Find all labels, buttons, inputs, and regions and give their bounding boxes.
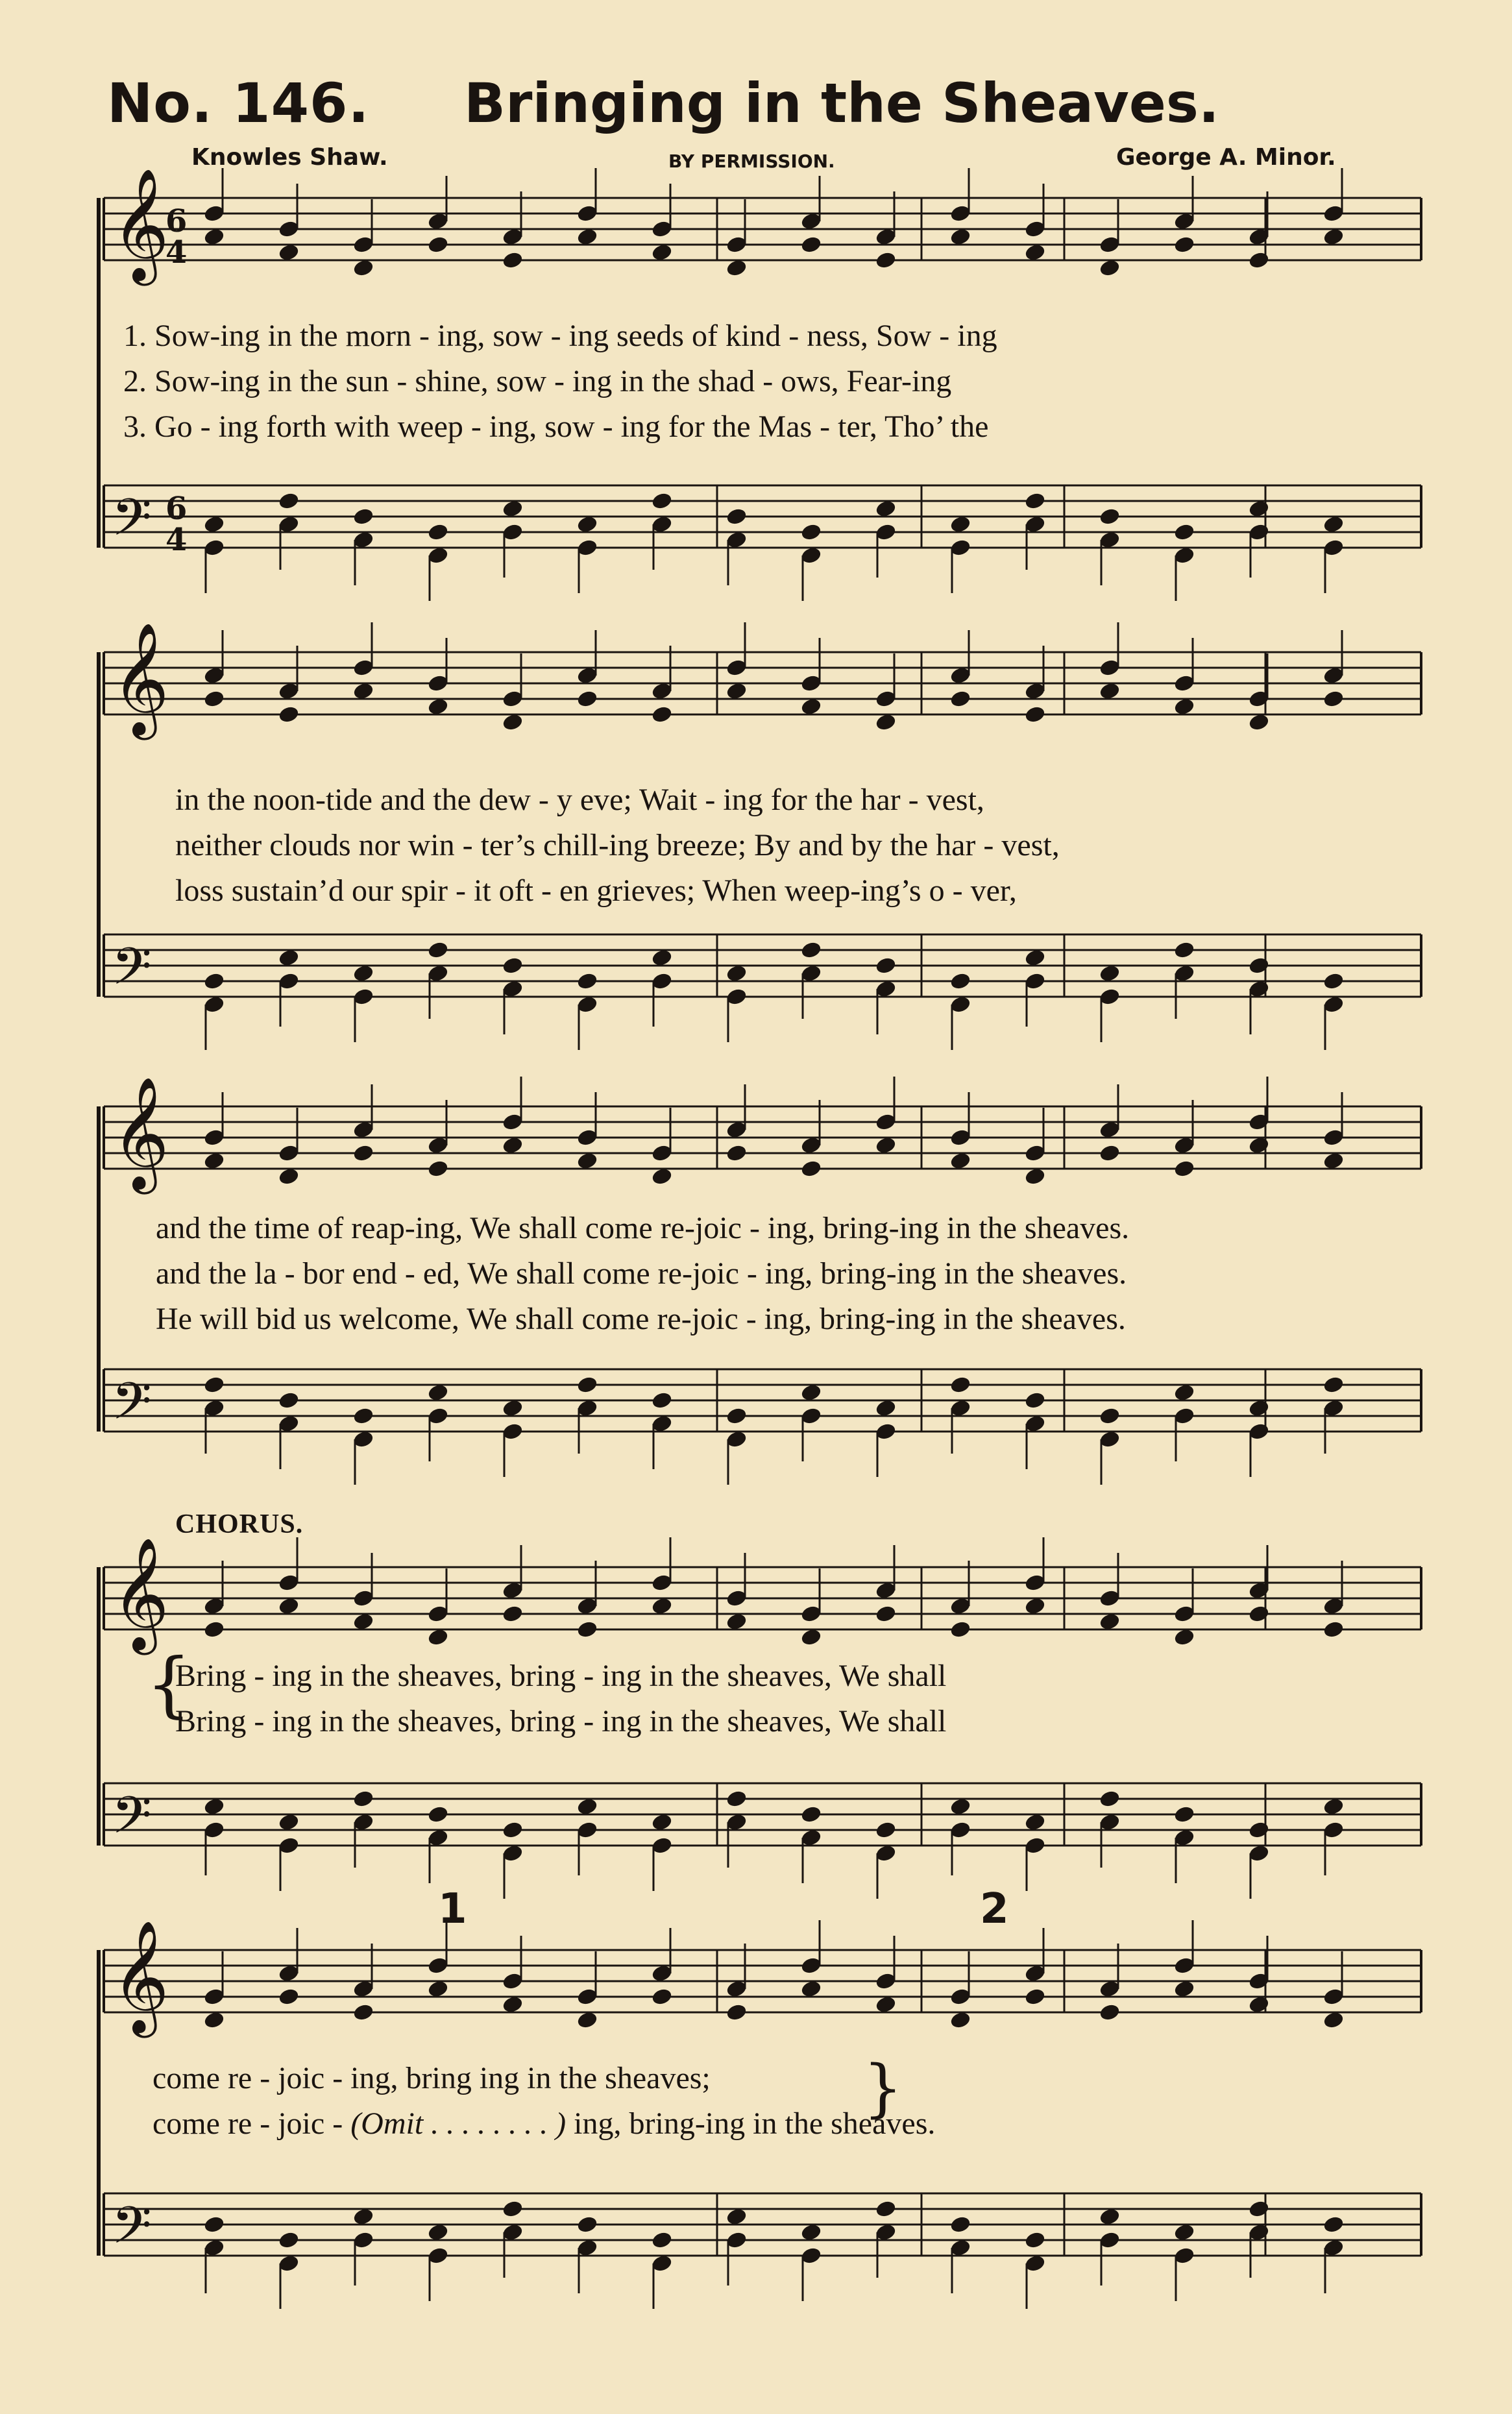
lyric-segment: Sow - ing	[875, 319, 997, 353]
notehead	[875, 1605, 896, 1623]
notehead	[502, 1605, 523, 1623]
notehead	[726, 964, 747, 982]
notehead	[1024, 705, 1045, 724]
notehead	[1024, 1167, 1045, 1186]
lyric-segment: the shad - ows,	[652, 364, 839, 398]
notehead	[1024, 1597, 1045, 1615]
notehead	[427, 523, 448, 541]
notehead	[278, 705, 299, 724]
lyric-segment: in	[649, 1704, 674, 1738]
notehead	[800, 236, 822, 254]
notehead	[651, 1391, 672, 1409]
notehead	[203, 1620, 225, 1639]
lyric-segment: bid	[256, 1302, 296, 1336]
lyric-segment: We shall come	[467, 1302, 650, 1336]
lyric-segment: oft - en grieves;	[498, 873, 696, 908]
notehead	[800, 1805, 822, 1823]
lyric-segment: the noon-tide	[207, 783, 372, 817]
lyric-segment: in	[944, 1256, 969, 1291]
notehead	[427, 2223, 448, 2241]
notehead	[1323, 1376, 1344, 1394]
notehead	[1173, 1628, 1195, 1646]
notehead	[1323, 515, 1344, 533]
notehead	[427, 236, 448, 254]
notehead	[502, 1821, 523, 1839]
notehead	[1323, 2011, 1344, 2029]
lyric-segment: He will	[156, 1302, 249, 1336]
notehead	[203, 515, 225, 533]
notehead	[203, 972, 225, 990]
staff	[104, 1077, 1421, 1195]
notehead	[726, 2003, 747, 2021]
lyric-segment: 2. Sow-ing	[123, 364, 260, 398]
lyric-line-5-2	[152, 2106, 935, 2141]
staff	[104, 1783, 1421, 1858]
notehead	[875, 957, 896, 975]
lyric-segment: sow - ing	[496, 364, 613, 398]
notehead	[949, 690, 971, 708]
treble-clef-icon: 𝄞	[112, 622, 169, 735]
notehead	[502, 957, 523, 975]
lyric-line-2-3	[175, 873, 1017, 908]
notehead	[949, 972, 971, 990]
lyric-segment: re-joic - ing,	[660, 1211, 816, 1245]
lyric-segment: We shall	[838, 1704, 947, 1738]
notehead	[1323, 2215, 1344, 2234]
notehead	[800, 523, 822, 541]
lyric-segment: and the time	[156, 1211, 310, 1245]
notehead	[949, 228, 971, 246]
notehead	[1099, 259, 1120, 277]
lyric-segment: When	[702, 873, 777, 908]
lyric-segment: sow - ing	[544, 409, 661, 444]
lyric-line-2-2	[175, 827, 1060, 863]
bass-clef-icon: 𝄢	[112, 2195, 152, 2268]
notehead	[576, 2011, 598, 2029]
staff	[104, 1537, 1421, 1655]
lyric-segment: and the	[380, 783, 471, 817]
hymn-title: Bringing in the Sheaves.	[464, 71, 1219, 135]
notehead	[1248, 1821, 1269, 1839]
treble-clef-icon: 𝄞	[112, 168, 169, 281]
notehead	[203, 2215, 225, 2234]
lyric-segment: the sheaves;	[559, 2061, 711, 2095]
lyric-segment: of	[691, 319, 718, 353]
lyric-segment: in	[946, 1211, 971, 1245]
notehead	[1173, 2223, 1195, 2241]
lyric-segment: in	[319, 1659, 344, 1693]
notehead	[352, 682, 374, 700]
hymn-number: No. 146.	[107, 71, 370, 135]
notehead	[1323, 228, 1344, 246]
notehead	[576, 228, 598, 246]
notehead	[1248, 251, 1269, 269]
notehead	[502, 2200, 523, 2218]
lyric-segment: in	[267, 364, 293, 398]
time-signature-icon: 4	[165, 522, 188, 558]
notehead	[1099, 1613, 1120, 1631]
lyric-segment: the sheaves.	[785, 2106, 936, 2141]
composer-credit: George A. Minor.	[1116, 144, 1336, 171]
notehead	[1248, 957, 1269, 975]
lyric-line-1-3	[123, 409, 988, 445]
lyric-line-2-1	[175, 782, 984, 818]
chorus-brace: {	[146, 1642, 191, 1725]
notehead	[1248, 1995, 1269, 2014]
notehead	[1248, 1399, 1269, 1417]
notehead	[1173, 1980, 1195, 1998]
lyric-line-1-1	[123, 318, 997, 354]
bass-clef-icon: 𝄢	[112, 487, 152, 560]
lyric-segment: eve;	[579, 783, 632, 817]
notehead	[278, 1597, 299, 1615]
lyric-segment: loss sustain’d our	[175, 873, 393, 908]
notehead	[875, 1399, 896, 1417]
notehead	[800, 2223, 822, 2241]
notehead	[949, 1152, 971, 1170]
notehead	[949, 2215, 971, 2234]
notehead	[1024, 949, 1045, 967]
notehead	[726, 259, 747, 277]
notehead	[875, 713, 896, 731]
lyric-segment: for	[668, 409, 705, 444]
notehead	[427, 1160, 448, 1178]
lyric-segment: the sheaves,	[681, 1659, 832, 1693]
notehead	[1248, 500, 1269, 518]
lyric-segment: 1. Sow-ing	[123, 319, 260, 353]
notehead	[875, 251, 896, 269]
staff	[104, 485, 1421, 560]
lyric-segment: dew - y	[478, 783, 572, 817]
notehead	[800, 1628, 822, 1646]
notehead	[1173, 523, 1195, 541]
lyric-segment: Fear-ing	[846, 364, 952, 398]
bass-clef-icon: 𝄢	[112, 1785, 152, 1858]
notehead	[1024, 243, 1045, 262]
notehead	[502, 713, 523, 731]
notehead	[203, 690, 225, 708]
notehead	[502, 251, 523, 269]
notehead	[1173, 236, 1195, 254]
notehead	[1248, 713, 1269, 731]
lyric-segment: in	[175, 783, 200, 817]
lyric-segment: in	[267, 319, 293, 353]
lyric-segment: and the	[156, 1256, 247, 1291]
notehead	[1323, 1620, 1344, 1639]
lyric-segment: ing, bring-ing	[574, 2106, 746, 2141]
treble-clef-icon: 𝄞	[112, 1537, 169, 1650]
lyric-segment: come re - joic - ing,	[152, 2061, 398, 2095]
lyric-segment: win - ter’s chill-ing breeze;	[408, 828, 747, 862]
notehead	[1099, 2003, 1120, 2021]
chorus-label: CHORUS.	[175, 1509, 304, 1539]
lyric-segment: Mas - ter,	[758, 409, 877, 444]
lyric-segment: the sheaves.	[979, 1211, 1130, 1245]
notehead	[427, 1805, 448, 1823]
notehead	[1173, 1160, 1195, 1178]
notehead	[427, 1384, 448, 1402]
lyric-segment: kind - ness,	[725, 319, 868, 353]
notehead	[651, 2231, 672, 2249]
notehead	[203, 1376, 225, 1394]
lyric-segment: bring ing	[406, 2061, 520, 2095]
lyric-segment: sow - ing seeds	[493, 319, 684, 353]
notehead	[800, 1160, 822, 1178]
notehead	[651, 1597, 672, 1615]
notehead	[1024, 492, 1045, 510]
lyric-line-3-1	[156, 1210, 1129, 1246]
lyric-segment: of reap-ing,	[317, 1211, 463, 1245]
lyric-segment: in	[319, 1704, 344, 1738]
permission-note: BY PERMISSION.	[668, 151, 835, 172]
notehead	[875, 1821, 896, 1839]
notehead	[1099, 1144, 1120, 1162]
lyric-segment: We shall come	[470, 1211, 653, 1245]
lyric-segment: the morn - ing,	[300, 319, 485, 353]
notehead	[427, 941, 448, 959]
notehead	[875, 1136, 896, 1154]
lyric-segment: the sheaves,	[352, 1704, 502, 1738]
notehead	[352, 1613, 374, 1631]
notehead	[1173, 941, 1195, 959]
notehead	[1323, 690, 1344, 708]
lyric-segment: come re - joic -	[152, 2106, 343, 2141]
lyric-segment: in	[943, 1302, 968, 1336]
notehead	[651, 1813, 672, 1831]
notehead	[576, 1376, 598, 1394]
lyric-segment: bring-ing	[823, 1211, 939, 1245]
lyric-segment: the har - vest,	[814, 783, 984, 817]
lyric-segment: re-joic - ing,	[657, 1256, 813, 1291]
notehead	[800, 1384, 822, 1402]
notehead	[949, 1620, 971, 1639]
notehead	[949, 2011, 971, 2029]
notehead	[278, 243, 299, 262]
notehead	[203, 2011, 225, 2029]
notehead	[651, 949, 672, 967]
notehead	[278, 949, 299, 967]
notehead	[1323, 1152, 1344, 1170]
notehead	[800, 698, 822, 716]
notehead	[278, 1391, 299, 1409]
notehead	[1099, 964, 1120, 982]
lyric-segment: 3. Go - ing forth	[123, 409, 327, 444]
notehead	[1248, 2200, 1269, 2218]
notehead	[651, 1167, 672, 1186]
treble-clef-icon: 𝄞	[112, 1920, 169, 2033]
ending-brace: }	[863, 2052, 903, 2125]
notehead	[352, 259, 374, 277]
lyric-segment: Wait - ing for	[639, 783, 807, 817]
lyric-line-3-3	[156, 1301, 1126, 1337]
notehead	[352, 1407, 374, 1425]
lyric-segment: neither clouds nor	[175, 828, 400, 862]
lyric-segment: Bring - ing	[175, 1659, 312, 1693]
lyric-segment: us welcome,	[303, 1302, 459, 1336]
notehead	[1173, 1384, 1195, 1402]
volta-1: 1	[438, 1885, 467, 1933]
lyric-segment: bring - ing	[509, 1659, 642, 1693]
notehead	[726, 507, 747, 526]
staff	[104, 1920, 1421, 2038]
lyric-segment: in	[620, 364, 644, 398]
staff	[104, 2193, 1421, 2268]
notehead	[278, 1167, 299, 1186]
notehead	[576, 2215, 598, 2234]
notehead	[278, 492, 299, 510]
lyric-segment: in	[753, 2106, 777, 2141]
time-signature-icon: 6	[165, 491, 188, 527]
notehead	[726, 1790, 747, 1808]
lyric-segment: in	[649, 1659, 674, 1693]
lyric-segment: bring - ing	[509, 1704, 642, 1738]
notehead	[1173, 1805, 1195, 1823]
notehead	[576, 515, 598, 533]
lyric-line-4-2	[175, 1703, 946, 1739]
notehead	[502, 1399, 523, 1417]
bass-clef-icon: 𝄢	[112, 1371, 152, 1444]
time-signature-icon: 6	[165, 203, 188, 239]
lyric-segment: spir - it	[401, 873, 491, 908]
notehead	[1099, 682, 1120, 700]
notehead	[1248, 1605, 1269, 1623]
notehead	[949, 1798, 971, 1816]
lyric-line-5-1	[152, 2060, 711, 2096]
notehead	[800, 1980, 822, 1998]
notehead	[1024, 1391, 1045, 1409]
notehead	[352, 2003, 374, 2021]
notehead	[502, 500, 523, 518]
notehead	[352, 2208, 374, 2226]
notehead	[427, 698, 448, 716]
lyric-segment: the	[712, 409, 751, 444]
lyric-segment: Tho’ the	[884, 409, 989, 444]
lyric-segment: the sun - shine,	[300, 364, 489, 398]
notehead	[352, 964, 374, 982]
notehead	[576, 1152, 598, 1170]
notehead	[949, 1376, 971, 1394]
lyric-segment: bring-ing	[820, 1302, 936, 1336]
notehead	[651, 243, 672, 262]
lyric-segment: with weep - ing,	[334, 409, 537, 444]
notehead	[726, 682, 747, 700]
notehead	[1099, 2208, 1120, 2226]
lyric-segment: the sheaves.	[976, 1256, 1127, 1291]
volta-2: 2	[980, 1885, 1009, 1933]
lyric-segment: the sheaves,	[681, 1704, 832, 1738]
notehead	[502, 1136, 523, 1154]
notehead	[875, 500, 896, 518]
lyric-segment: By	[754, 828, 791, 862]
notehead	[1173, 698, 1195, 716]
lyric-segment: la - bor end - ed,	[254, 1256, 461, 1291]
lyric-segment: bring-ing	[820, 1256, 936, 1291]
notehead	[949, 515, 971, 533]
lyric-line-3-2	[156, 1256, 1127, 1291]
notehead	[352, 1144, 374, 1162]
lyric-line-4-1	[175, 1658, 946, 1694]
notehead	[352, 1790, 374, 1808]
notehead	[1099, 1790, 1120, 1808]
notehead	[1099, 507, 1120, 526]
notehead	[203, 1152, 225, 1170]
lyric-segment: re-joic - ing,	[657, 1302, 812, 1336]
notehead	[726, 1613, 747, 1631]
notehead	[1099, 1407, 1120, 1425]
notehead	[1024, 2231, 1045, 2249]
notehead	[1248, 1136, 1269, 1154]
lyric-line-1-2	[123, 363, 951, 399]
lyric-segment: (Omit . . . . . . . . )	[350, 2106, 567, 2141]
lyric-segment: We shall	[838, 1659, 947, 1693]
notehead	[427, 1628, 448, 1646]
notehead	[576, 972, 598, 990]
staff	[104, 934, 1421, 1009]
notehead	[427, 1980, 448, 1998]
notehead	[651, 705, 672, 724]
notehead	[576, 1620, 598, 1639]
lyric-segment: We shall come	[467, 1256, 650, 1291]
notehead	[1024, 1988, 1045, 2006]
staff	[104, 1369, 1421, 1444]
staff	[104, 622, 1421, 740]
notehead	[203, 228, 225, 246]
notehead	[278, 2231, 299, 2249]
lyric-segment: in	[527, 2061, 552, 2095]
notehead	[875, 2200, 896, 2218]
lyric-segment: and by	[798, 828, 883, 862]
lyric-segment: the sheaves,	[352, 1659, 502, 1693]
notehead	[1323, 972, 1344, 990]
notehead	[726, 2208, 747, 2226]
notehead	[875, 1995, 896, 2014]
notehead	[1024, 1813, 1045, 1831]
lyric-segment: weep-ing’s o - ver,	[784, 873, 1017, 908]
notehead	[576, 1798, 598, 1816]
lyric-segment: the sheaves.	[975, 1302, 1126, 1336]
notehead	[1323, 1798, 1344, 1816]
notehead	[726, 1144, 747, 1162]
notehead	[203, 1798, 225, 1816]
staff	[104, 168, 1421, 286]
time-signature-icon: 4	[165, 234, 188, 271]
bass-clef-icon: 𝄢	[112, 936, 152, 1009]
notehead	[502, 1995, 523, 2014]
notehead	[800, 941, 822, 959]
notehead	[726, 1407, 747, 1425]
notehead	[278, 1988, 299, 2006]
notehead	[651, 1988, 672, 2006]
notehead	[651, 492, 672, 510]
treble-clef-icon: 𝄞	[112, 1077, 169, 1189]
lyric-segment: Bring - ing	[175, 1704, 312, 1738]
notehead	[576, 690, 598, 708]
lyricist-credit: Knowles Shaw.	[191, 144, 388, 171]
notehead	[352, 507, 374, 526]
notehead	[278, 1813, 299, 1831]
lyric-segment: the har - vest,	[890, 828, 1060, 862]
